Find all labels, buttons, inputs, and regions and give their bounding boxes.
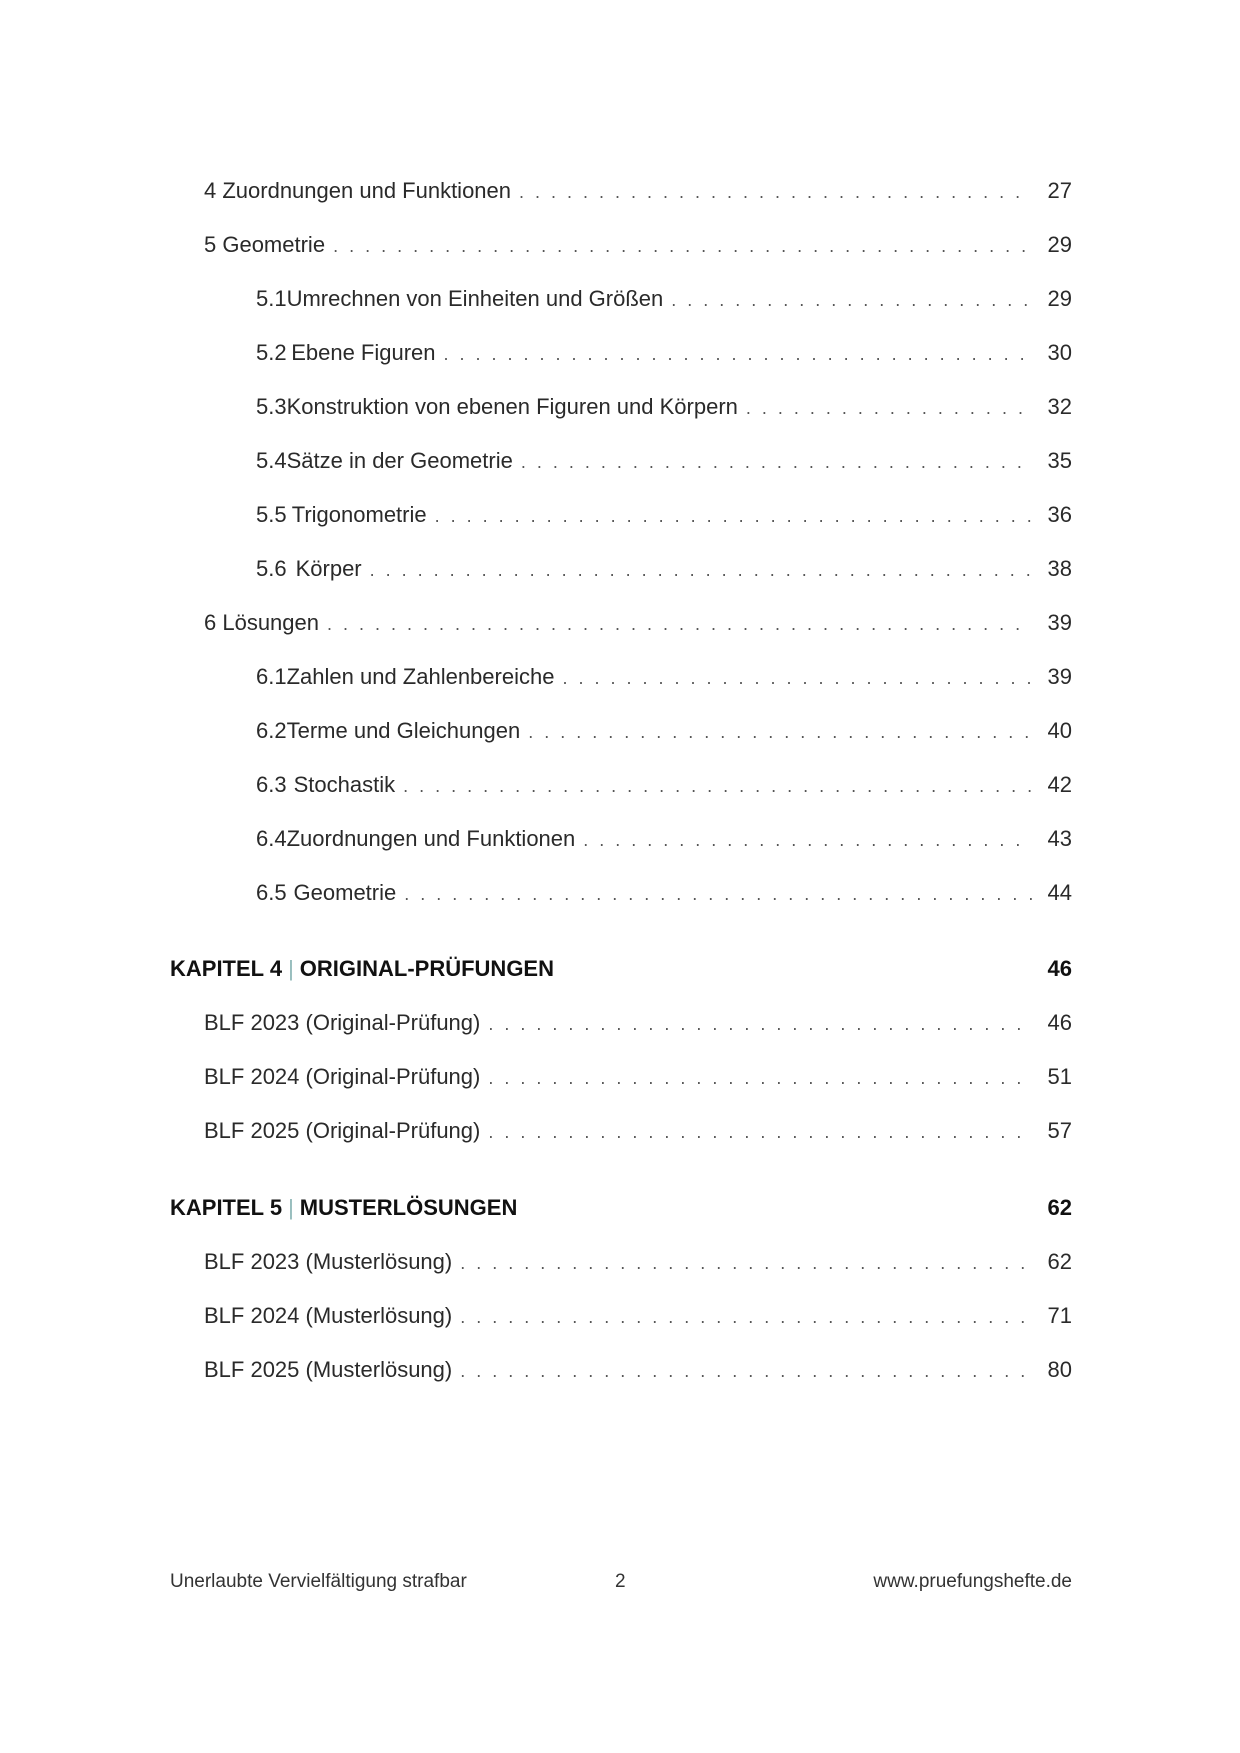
toc-entry-number: 6.5 <box>256 880 287 905</box>
toc-entry-page: 30 <box>1047 340 1072 365</box>
toc-entry-page: 71 <box>1047 1303 1072 1328</box>
dot-leader <box>746 393 1032 423</box>
toc-entry-page: 38 <box>1047 556 1072 581</box>
toc-entry-number: 6.1 <box>256 664 287 689</box>
dot-leader <box>370 555 1032 585</box>
dot-leader <box>404 879 1032 909</box>
dot-leader <box>460 1248 1032 1278</box>
toc-entry-page: 39 <box>1047 664 1072 689</box>
toc-entry-label: BLF 2023 (Original-Prüfung) <box>204 1010 481 1035</box>
toc-subentry[interactable] <box>256 500 1072 531</box>
toc-entry-label: Umrechnen von Einheiten und Größen <box>286 286 664 311</box>
toc-subentry[interactable] <box>256 446 1072 477</box>
footer-page-number: 2 <box>615 1571 626 1592</box>
toc-entry-number: 5.4 <box>256 448 287 473</box>
toc-entry-label: 5 Geometrie <box>204 232 326 257</box>
dot-leader <box>519 177 1032 207</box>
toc-entry-label: BLF 2024 (Musterlösung) <box>204 1303 453 1328</box>
dot-leader <box>444 339 1032 369</box>
toc-entry[interactable] <box>204 1116 1072 1147</box>
dot-leader <box>562 663 1032 693</box>
chapter-name: ORIGINAL-PRÜFUNGEN <box>299 956 554 981</box>
chapter-name: MUSTERLÖSUNGEN <box>299 1195 518 1220</box>
dot-leader <box>460 1356 1032 1386</box>
dot-leader <box>333 231 1032 261</box>
toc-entry-number: 5.5 <box>256 502 287 527</box>
toc-entry-label: 6 Lösungen <box>204 610 319 635</box>
toc-entry[interactable] <box>204 230 1072 261</box>
toc-entry[interactable] <box>204 176 1072 207</box>
toc-subentry[interactable] <box>256 770 1072 801</box>
toc-entry-label: Ebene Figuren <box>291 340 436 365</box>
toc-entry-number: 5.6 <box>256 556 287 581</box>
toc-entry-label: Körper <box>295 556 362 581</box>
toc-entry-label: Stochastik <box>293 772 396 797</box>
toc-subentry[interactable] <box>256 554 1072 585</box>
toc-entry[interactable] <box>204 1062 1072 1093</box>
chapter-page: 62 <box>1047 1195 1072 1220</box>
toc-entry-page: 62 <box>1047 1249 1072 1274</box>
chapter-separator: | <box>288 956 294 981</box>
dot-leader <box>521 447 1032 477</box>
toc-entry-label: Geometrie <box>293 880 397 905</box>
toc-entry-page: 46 <box>1047 1010 1072 1035</box>
toc-entry-page: 29 <box>1047 286 1072 311</box>
toc-entry-label: Zahlen und Zahlenbereiche <box>286 664 555 689</box>
toc-entry-page: 57 <box>1047 1118 1072 1143</box>
toc-entry-number: 6.4 <box>256 826 287 851</box>
chapter-heading-4[interactable] <box>170 954 1072 984</box>
toc-entry-label: BLF 2025 (Original-Prüfung) <box>204 1118 481 1143</box>
toc-entry-label: Trigonometrie <box>291 502 427 527</box>
toc-entry-number: 5.1 <box>256 286 287 311</box>
dot-leader <box>671 285 1032 315</box>
dot-leader <box>488 1117 1032 1147</box>
chapter-heading-5[interactable] <box>170 1193 1072 1223</box>
chapter-page: 46 <box>1047 956 1072 981</box>
toc-entry-page: 44 <box>1047 880 1072 905</box>
toc-entry-label: BLF 2024 (Original-Prüfung) <box>204 1064 481 1089</box>
toc-entry[interactable] <box>204 1301 1072 1332</box>
toc-entry-number: 5.3 <box>256 394 287 419</box>
toc-entry-label: Konstruktion von ebenen Figuren und Körpern <box>286 394 738 419</box>
toc-entry[interactable] <box>204 1355 1072 1386</box>
toc-subentry[interactable] <box>256 338 1072 369</box>
toc-entry[interactable] <box>204 1008 1072 1039</box>
dot-leader <box>327 609 1032 639</box>
toc-entry-label: BLF 2023 (Musterlösung) <box>204 1249 453 1274</box>
dot-leader <box>488 1009 1032 1039</box>
toc-subentry[interactable] <box>256 662 1072 693</box>
toc-entry-page: 43 <box>1047 826 1072 851</box>
dot-leader <box>583 825 1032 855</box>
toc-entry[interactable] <box>204 608 1072 639</box>
dot-leader <box>488 1063 1032 1093</box>
toc-entry-label: 4 Zuordnungen und Funktionen <box>204 178 512 203</box>
toc-subentry[interactable] <box>256 392 1072 423</box>
chapter-title <box>170 1193 517 1223</box>
toc-entry-label: Terme und Gleichungen <box>286 718 521 743</box>
footer-copyright-note: Unerlaubte Vervielfältigung strafbar <box>170 1571 467 1592</box>
toc-entry-page: 27 <box>1047 178 1072 203</box>
footer-website-link[interactable]: www.pruefungshefte.de <box>873 1571 1072 1592</box>
chapter-prefix: KAPITEL 5 <box>170 1195 283 1220</box>
toc-entry-number: 6.3 <box>256 772 287 797</box>
chapter-separator: | <box>288 1195 294 1220</box>
dot-leader <box>403 771 1032 801</box>
toc-entry-page: 35 <box>1047 448 1072 473</box>
toc-entry-label: BLF 2025 (Musterlösung) <box>204 1357 453 1382</box>
toc-entry-number: 5.2 <box>256 340 287 365</box>
dot-leader <box>460 1302 1032 1332</box>
toc-entry-page: 51 <box>1047 1064 1072 1089</box>
toc-entry-page: 42 <box>1047 772 1072 797</box>
chapter-title <box>170 954 554 984</box>
toc-entry-page: 29 <box>1047 232 1072 257</box>
toc-entry-label: Sätze in der Geometrie <box>286 448 513 473</box>
toc-subentry[interactable] <box>256 824 1072 855</box>
dot-leader <box>528 717 1032 747</box>
toc-entry-page: 39 <box>1047 610 1072 635</box>
chapter-prefix: KAPITEL 4 <box>170 956 283 981</box>
page-footer <box>170 1571 1072 1601</box>
toc-subentry[interactable] <box>256 284 1072 315</box>
dot-leader <box>435 501 1032 531</box>
toc-entry-page: 36 <box>1047 502 1072 527</box>
toc-entry-page: 32 <box>1047 394 1072 419</box>
toc-entry-label: Zuordnungen und Funktionen <box>286 826 576 851</box>
toc-entry-number: 6.2 <box>256 718 287 743</box>
toc-entry-page: 80 <box>1047 1357 1072 1382</box>
toc-subentry[interactable] <box>256 878 1072 909</box>
toc-entry-page: 40 <box>1047 718 1072 743</box>
toc-entry[interactable] <box>204 1247 1072 1278</box>
toc-subentry[interactable] <box>256 716 1072 747</box>
